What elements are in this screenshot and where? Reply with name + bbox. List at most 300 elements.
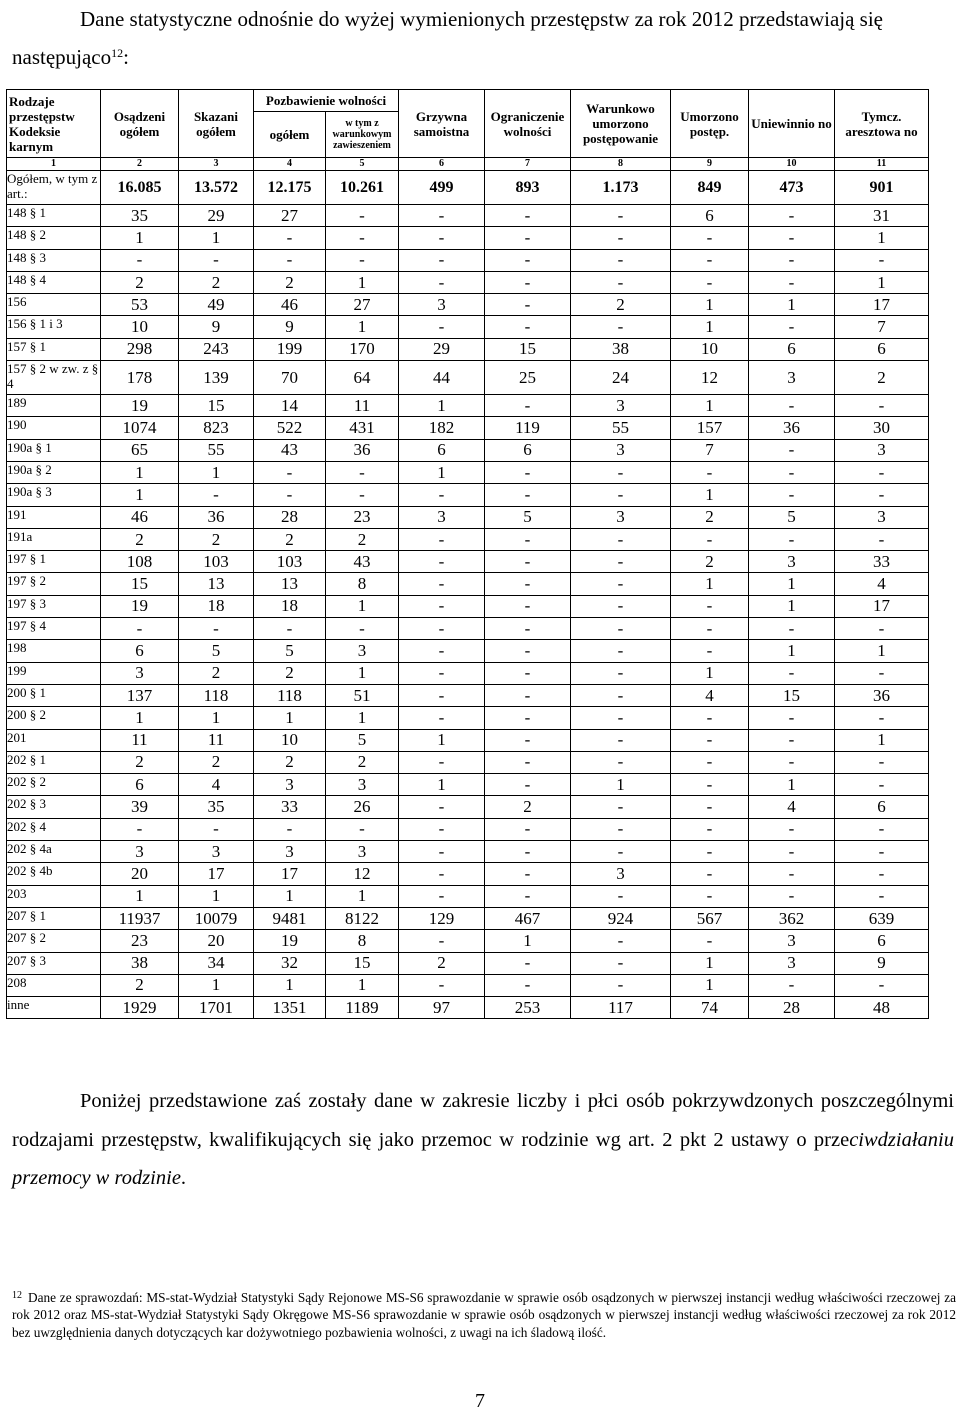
- table-cell: 118: [254, 684, 326, 706]
- table-cell: 823: [179, 417, 254, 439]
- row-label: 148 § 1: [7, 205, 101, 227]
- row-label: 191a: [7, 528, 101, 550]
- table-cell: -: [485, 729, 571, 751]
- table-cell: -: [399, 271, 485, 293]
- table-cell: -: [485, 952, 571, 974]
- row-label: 190a § 1: [7, 439, 101, 461]
- table-cell: -: [485, 818, 571, 840]
- table-cell: 35: [101, 205, 179, 227]
- table-cell: 2: [254, 528, 326, 550]
- table-cell: 1: [835, 640, 929, 662]
- table-cell: 1: [835, 227, 929, 249]
- table-cell: -: [571, 974, 671, 996]
- intro-colon: :: [123, 45, 129, 69]
- table-cell: 3: [399, 506, 485, 528]
- table-cell: -: [485, 294, 571, 316]
- footnote-reference: 12: [111, 46, 124, 60]
- table-cell: -: [571, 729, 671, 751]
- table-cell: -: [571, 952, 671, 974]
- table-cell: -: [749, 818, 835, 840]
- table-row: [7, 952, 929, 974]
- column-number: 10: [749, 158, 835, 171]
- table-cell: 1: [749, 294, 835, 316]
- table-cell: 1: [835, 729, 929, 751]
- table-cell: -: [571, 316, 671, 338]
- table-cell: 6: [835, 930, 929, 952]
- table-cell: 12.175: [254, 171, 326, 205]
- table-cell: 1: [101, 707, 179, 729]
- table-cell: 1: [254, 974, 326, 996]
- row-label: 157 § 2 w zw. z § 4: [7, 361, 101, 395]
- table-cell: 12: [326, 863, 399, 885]
- table-cell: 2: [179, 271, 254, 293]
- table-cell: -: [399, 662, 485, 684]
- table-cell: 6: [749, 338, 835, 360]
- row-label: 202 § 3: [7, 796, 101, 818]
- table-cell: -: [749, 271, 835, 293]
- table-row: [7, 484, 929, 506]
- table-row: [7, 506, 929, 528]
- table-cell: 3: [399, 294, 485, 316]
- table-cell: 9: [835, 952, 929, 974]
- table-cell: -: [571, 461, 671, 483]
- table-cell: 1: [326, 595, 399, 617]
- table-cell: 11: [101, 729, 179, 751]
- table-cell: 8: [326, 930, 399, 952]
- row-label: 201: [7, 729, 101, 751]
- table-cell: 139: [179, 361, 254, 395]
- table-cell: -: [749, 205, 835, 227]
- table-cell: -: [326, 249, 399, 271]
- table-cell: -: [671, 774, 749, 796]
- table-cell: 1: [749, 573, 835, 595]
- table-cell: -: [399, 707, 485, 729]
- table-row: [7, 930, 929, 952]
- table-cell: 1: [671, 662, 749, 684]
- table-cell: 6: [835, 338, 929, 360]
- table-cell: -: [835, 618, 929, 640]
- table-cell: -: [671, 640, 749, 662]
- table-cell: -: [835, 751, 929, 773]
- table-cell: 1: [254, 707, 326, 729]
- table-row: [7, 361, 929, 395]
- footnote-number: 12: [12, 1290, 22, 1301]
- row-label: 157 § 1: [7, 338, 101, 360]
- table-cell: -: [485, 528, 571, 550]
- table-cell: 1: [399, 729, 485, 751]
- table-cell: 1: [326, 271, 399, 293]
- table-cell: -: [399, 930, 485, 952]
- table-cell: -: [571, 707, 671, 729]
- table-cell: 1: [671, 316, 749, 338]
- footnote: [12, 1289, 956, 1341]
- column-number: 1: [7, 158, 101, 171]
- row-label: 200 § 1: [7, 684, 101, 706]
- table-cell: 2: [326, 528, 399, 550]
- table-cell: 1: [179, 227, 254, 249]
- table-cell: -: [254, 484, 326, 506]
- table-cell: -: [179, 484, 254, 506]
- table-cell: -: [399, 751, 485, 773]
- table-cell: 70: [254, 361, 326, 395]
- table-cell: 26: [326, 796, 399, 818]
- table-row: [7, 997, 929, 1019]
- table-cell: -: [835, 662, 929, 684]
- table-cell: 2: [101, 528, 179, 550]
- row-label: 148 § 3: [7, 249, 101, 271]
- column-number: 3: [179, 158, 254, 171]
- table-cell: -: [254, 618, 326, 640]
- table-cell: -: [571, 205, 671, 227]
- table-cell: -: [399, 618, 485, 640]
- table-cell: -: [671, 618, 749, 640]
- table-cell: 3: [749, 551, 835, 573]
- column-number: 4: [254, 158, 326, 171]
- table-cell: 4: [179, 774, 254, 796]
- table-cell: 1: [101, 227, 179, 249]
- row-label: 197 § 2: [7, 573, 101, 595]
- row-label: 191: [7, 506, 101, 528]
- table-cell: -: [399, 863, 485, 885]
- table-cell: 1701: [179, 997, 254, 1019]
- table-cell: -: [749, 227, 835, 249]
- table-cell: -: [254, 249, 326, 271]
- header-imprisonment: Pozbawienie wolności: [254, 90, 399, 112]
- table-cell: -: [101, 818, 179, 840]
- table-cell: 27: [326, 294, 399, 316]
- table-row: [7, 528, 929, 550]
- table-cell: 38: [571, 338, 671, 360]
- table-cell: -: [749, 618, 835, 640]
- table-row: [7, 907, 929, 929]
- row-label: 197 § 4: [7, 618, 101, 640]
- table-cell: 11: [326, 395, 399, 417]
- table-cell: 23: [101, 930, 179, 952]
- table-cell: 5: [326, 729, 399, 751]
- table-row: [7, 294, 929, 316]
- table-row: [7, 249, 929, 271]
- table-cell: -: [399, 528, 485, 550]
- table-cell: -: [571, 796, 671, 818]
- table-cell: -: [326, 227, 399, 249]
- table-cell: 298: [101, 338, 179, 360]
- table-row: [7, 818, 929, 840]
- table-cell: -: [671, 751, 749, 773]
- table-cell: -: [485, 751, 571, 773]
- table-cell: -: [671, 461, 749, 483]
- table-cell: 362: [749, 907, 835, 929]
- table-cell: -: [485, 618, 571, 640]
- table-cell: 34: [179, 952, 254, 974]
- table-cell: 15: [326, 952, 399, 974]
- table-cell: -: [326, 205, 399, 227]
- table-cell: 3: [326, 774, 399, 796]
- table-cell: -: [254, 461, 326, 483]
- table-cell: -: [671, 271, 749, 293]
- table-cell: -: [326, 618, 399, 640]
- table-cell: 5: [485, 506, 571, 528]
- table-cell: 4: [749, 796, 835, 818]
- table-row: [7, 841, 929, 863]
- table-cell: 9: [254, 316, 326, 338]
- table-cell: -: [571, 684, 671, 706]
- table-cell: 103: [179, 551, 254, 573]
- table-cell: 119: [485, 417, 571, 439]
- header-imprisonment-suspended: w tym z warunkowym zawieszeniem: [326, 112, 399, 158]
- table-cell: -: [835, 818, 929, 840]
- table-cell: -: [399, 484, 485, 506]
- table-cell: -: [671, 595, 749, 617]
- table-cell: 35: [179, 796, 254, 818]
- table-row: [7, 751, 929, 773]
- table-cell: 1: [101, 484, 179, 506]
- table-cell: 10: [101, 316, 179, 338]
- header-crime-type: Rodzaje przestępstw Kodeksie karnym: [7, 90, 101, 158]
- table-cell: -: [399, 684, 485, 706]
- table-cell: 19: [101, 395, 179, 417]
- table-cell: -: [671, 729, 749, 751]
- table-cell: 1: [179, 974, 254, 996]
- table-row: [7, 573, 929, 595]
- table-cell: 182: [399, 417, 485, 439]
- paragraph-italic-text: ciwdziałaniu przemocy w rodzinie: [12, 1128, 954, 1189]
- row-label: 156 § 1 i 3: [7, 316, 101, 338]
- table-cell: 1: [749, 595, 835, 617]
- paragraph-text: Poniżej przedstawione zaś zostały dane w zakresie liczby i płci osób pokrzywdzonych poszczególnymi rodzajami przestępstw, kwalifikujących się jako przemoc w rodzinie wg art. 2 pkt 2 ustawy o prze: [12, 1090, 954, 1151]
- table-cell: 2: [254, 662, 326, 684]
- table-cell: -: [749, 841, 835, 863]
- table-cell: -: [749, 528, 835, 550]
- table-cell: 6: [671, 205, 749, 227]
- row-label: 190a § 3: [7, 484, 101, 506]
- table-cell: 5: [179, 640, 254, 662]
- table-cell: 849: [671, 171, 749, 205]
- table-row: [7, 863, 929, 885]
- table-cell: 3: [326, 841, 399, 863]
- table-cell: 2: [485, 796, 571, 818]
- table-cell: 13: [179, 573, 254, 595]
- table-row: [7, 338, 929, 360]
- table-cell: -: [485, 707, 571, 729]
- row-label: 202 § 4: [7, 818, 101, 840]
- table-cell: 3: [326, 640, 399, 662]
- column-number: 8: [571, 158, 671, 171]
- row-label: 207 § 2: [7, 930, 101, 952]
- table-cell: 1: [571, 774, 671, 796]
- table-cell: 499: [399, 171, 485, 205]
- row-label: inne: [7, 997, 101, 1019]
- table-cell: -: [749, 863, 835, 885]
- table-cell: 1: [835, 271, 929, 293]
- table-cell: -: [671, 818, 749, 840]
- table-cell: 157: [671, 417, 749, 439]
- page-number: 7: [475, 1390, 485, 1412]
- table-cell: 6: [101, 640, 179, 662]
- table-cell: 29: [399, 338, 485, 360]
- table-cell: -: [485, 271, 571, 293]
- intro-line-1: Dane statystyczne odnośnie do wyżej wymienionych przestępstw za rok 2012 przedstawiają się: [80, 7, 884, 31]
- column-number: 5: [326, 158, 399, 171]
- table-cell: 2: [326, 751, 399, 773]
- table-cell: 36: [179, 506, 254, 528]
- table-cell: 33: [254, 796, 326, 818]
- row-label: 198: [7, 640, 101, 662]
- table-cell: -: [179, 818, 254, 840]
- statistics-table: [6, 89, 929, 1019]
- table-cell: -: [749, 662, 835, 684]
- table-cell: 39: [101, 796, 179, 818]
- table-cell: -: [485, 595, 571, 617]
- header-detention: Tymcz. aresztowa no: [835, 90, 929, 158]
- table-cell: 36: [749, 417, 835, 439]
- table-cell: -: [671, 227, 749, 249]
- table-cell: 48: [835, 997, 929, 1019]
- table-cell: -: [835, 885, 929, 907]
- table-cell: 38: [101, 952, 179, 974]
- table-cell: -: [399, 885, 485, 907]
- table-cell: -: [571, 618, 671, 640]
- table-cell: -: [671, 885, 749, 907]
- table-cell: 6: [835, 796, 929, 818]
- table-cell: 11: [179, 729, 254, 751]
- table-cell: -: [101, 618, 179, 640]
- table-cell: 17: [254, 863, 326, 885]
- table-cell: 10079: [179, 907, 254, 929]
- table-row: [7, 316, 929, 338]
- table-cell: 1: [399, 395, 485, 417]
- table-cell: 1189: [326, 997, 399, 1019]
- table-cell: -: [399, 818, 485, 840]
- row-label: 190: [7, 417, 101, 439]
- table-cell: 3: [254, 841, 326, 863]
- table-row: [7, 595, 929, 617]
- table-cell: -: [571, 528, 671, 550]
- table-cell: 15: [749, 684, 835, 706]
- row-label: 208: [7, 974, 101, 996]
- table-cell: 1: [671, 395, 749, 417]
- table-cell: 43: [326, 551, 399, 573]
- row-label: 207 § 1: [7, 907, 101, 929]
- table-cell: 1929: [101, 997, 179, 1019]
- table-cell: -: [571, 595, 671, 617]
- table-cell: -: [326, 818, 399, 840]
- table-cell: -: [485, 484, 571, 506]
- table-cell: 522: [254, 417, 326, 439]
- table-cell: 3: [749, 952, 835, 974]
- table-cell: 13: [254, 573, 326, 595]
- table-cell: 1: [749, 640, 835, 662]
- table-cell: 15: [179, 395, 254, 417]
- table-cell: 1: [326, 662, 399, 684]
- table-cell: 1: [179, 885, 254, 907]
- table-cell: -: [571, 751, 671, 773]
- header-imprisonment-total: ogółem: [254, 112, 326, 158]
- table-cell: 18: [179, 595, 254, 617]
- table-cell: 1.173: [571, 171, 671, 205]
- table-cell: 28: [254, 506, 326, 528]
- row-label: 197 § 1: [7, 551, 101, 573]
- table-cell: 32: [254, 952, 326, 974]
- row-label: 190a § 2: [7, 461, 101, 483]
- column-number: 2: [101, 158, 179, 171]
- row-label: Ogółem, w tym z art.:: [7, 171, 101, 205]
- table-cell: 170: [326, 338, 399, 360]
- header-restriction: Ograniczenie wolności: [485, 90, 571, 158]
- table-cell: -: [179, 249, 254, 271]
- table-cell: -: [485, 774, 571, 796]
- table-cell: 3: [254, 774, 326, 796]
- table-cell: 1: [326, 707, 399, 729]
- table-cell: -: [671, 249, 749, 271]
- table-cell: 97: [399, 997, 485, 1019]
- table-cell: 1: [101, 461, 179, 483]
- table-cell: -: [571, 484, 671, 506]
- table-cell: 15: [101, 573, 179, 595]
- table-cell: -: [671, 707, 749, 729]
- table-cell: -: [835, 484, 929, 506]
- table-cell: 15: [485, 338, 571, 360]
- table-cell: 2: [101, 974, 179, 996]
- table-cell: 2: [179, 662, 254, 684]
- table-row: [7, 796, 929, 818]
- table-cell: -: [749, 751, 835, 773]
- table-cell: 431: [326, 417, 399, 439]
- table-cell: -: [571, 551, 671, 573]
- table-row: [7, 774, 929, 796]
- table-cell: 6: [101, 774, 179, 796]
- body-paragraph: [12, 1082, 954, 1198]
- table-cell: -: [835, 774, 929, 796]
- table-row: [7, 974, 929, 996]
- header-convicted: Skazani ogółem: [179, 90, 254, 158]
- table-cell: 137: [101, 684, 179, 706]
- intro-text: [12, 0, 952, 76]
- table-cell: 20: [101, 863, 179, 885]
- table-cell: 1: [399, 461, 485, 483]
- row-label: 189: [7, 395, 101, 417]
- table-cell: -: [485, 551, 571, 573]
- table-cell: -: [485, 461, 571, 483]
- table-cell: 1: [326, 974, 399, 996]
- table-cell: -: [571, 271, 671, 293]
- table-cell: 1351: [254, 997, 326, 1019]
- row-label: 202 § 4b: [7, 863, 101, 885]
- table-cell: 14: [254, 395, 326, 417]
- table-cell: 467: [485, 907, 571, 929]
- table-cell: -: [835, 707, 929, 729]
- table-cell: -: [399, 974, 485, 996]
- header-fine: Grzywna samoistna: [399, 90, 485, 158]
- table-cell: 2: [399, 952, 485, 974]
- table-cell: 2: [179, 528, 254, 550]
- table-cell: 27: [254, 205, 326, 227]
- row-label: 148 § 2: [7, 227, 101, 249]
- table-cell: -: [835, 974, 929, 996]
- row-label: 202 § 4a: [7, 841, 101, 863]
- table-cell: 1: [179, 707, 254, 729]
- table-cell: 13.572: [179, 171, 254, 205]
- row-label: 199: [7, 662, 101, 684]
- table-cell: -: [399, 640, 485, 662]
- table-cell: 2: [254, 271, 326, 293]
- table-cell: -: [571, 249, 671, 271]
- table-cell: 7: [671, 439, 749, 461]
- table-cell: 4: [671, 684, 749, 706]
- table-cell: 10: [254, 729, 326, 751]
- table-cell: 3: [179, 841, 254, 863]
- table-cell: 30: [835, 417, 929, 439]
- table-cell: 2: [101, 271, 179, 293]
